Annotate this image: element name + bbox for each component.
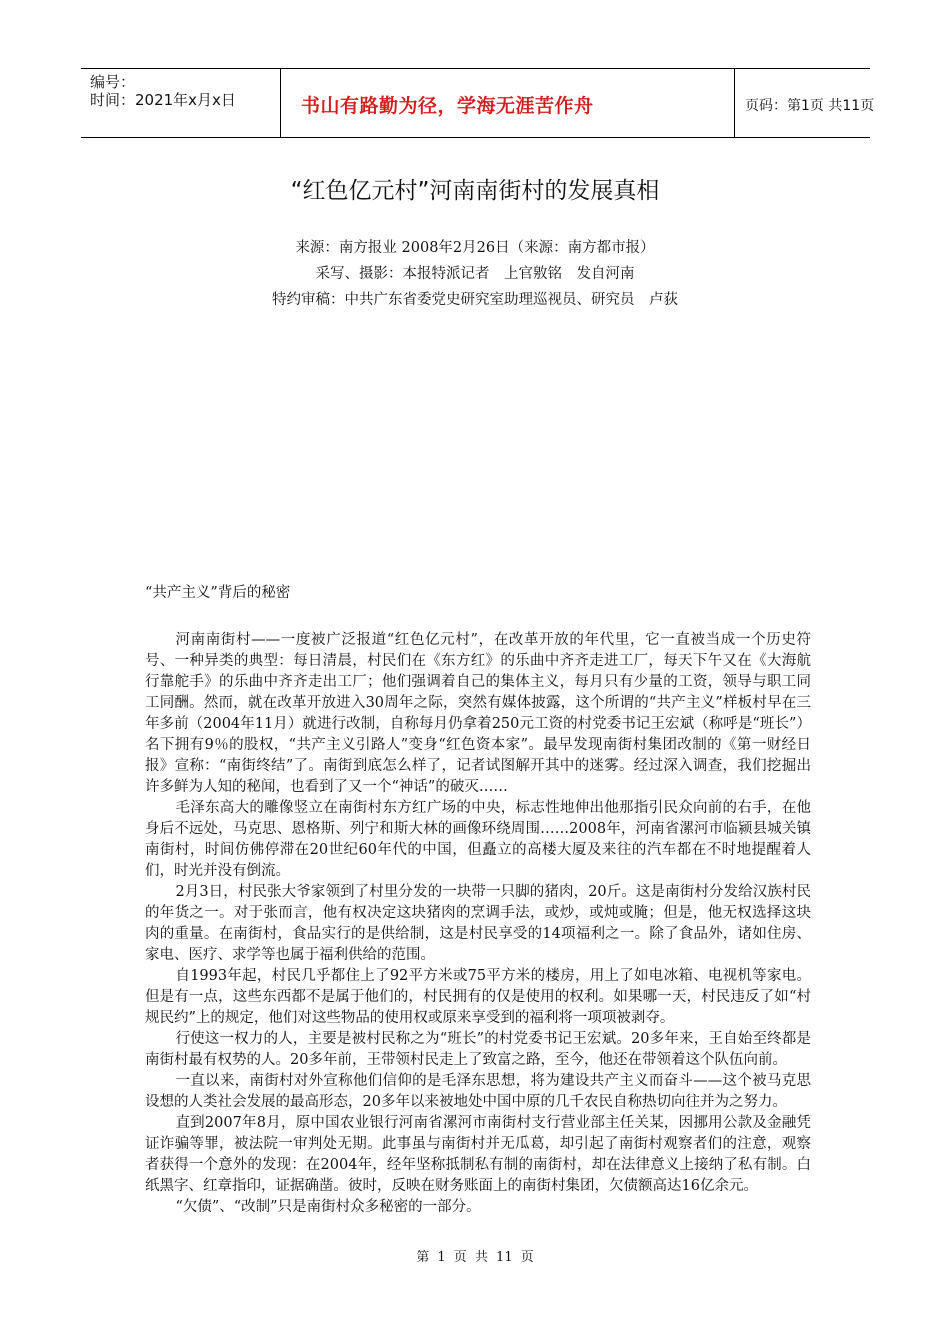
page-footer: 第 1 页 共 11 页 [416, 1250, 534, 1265]
body-paragraph: 行使这一权力的人，主要是被村民称之为“班长”的村党委书记王宏斌。20多年来，王自始至终都是南街村最有权势的人。20多年前，王带领村民走上了致富之路，至今，他还在带领着这个队伍向前。 [145, 1031, 811, 1068]
header-table [81, 68, 875, 138]
body-paragraph: 一直以来，南街村对外宣称他们信仰的是毛泽东思想，将为建设共产主义而奋斗——这个被马克思设想的人类社会发展的最高形态，20多年以来被地处中国中原的几千农民自称热切向往并为之努力。 [145, 1073, 811, 1110]
header-cell-page [735, 69, 875, 137]
body-paragraph: 毛泽东高大的雕像竖立在南街村东方红广场的中央，标志性地伸出他那指引民众向前的右手，在他身后不远处，马克思、恩格斯、列宁和斯大林的画像环绕周围……2008年，河南省漯河市临颍县城关镇南街村，时间仿佛停滞在20世纪60年代的中国，但矗立的高楼大厦及来往的汽车都在不时地提醒着人们，时光并没有倒流。 [145, 800, 811, 879]
article-title: “红色亿元村”河南南街村的发展真相 [290, 178, 660, 204]
date-label: 时间：2021年x月x日 [90, 91, 236, 109]
page-info: 页码：第1页 共11页 [745, 98, 875, 114]
header-cell-motto [281, 69, 735, 137]
body-paragraph: 自1993年起，村民几乎都住上了92平方米或75平方米的楼房，用上了如电冰箱、电视机等家电。但是有一点，这些东西都不是属于他们的，村民拥有的仅是使用的权利。如果哪一天，村民违反了如“村规民约”上的规定，他们对这些物品的使用权或原来享受到的福利将一项项被剥夺。 [145, 968, 811, 1026]
body-paragraph: 直到2007年8月，原中国农业银行河南省漯河市南街村支行营业部主任关某，因挪用公款及金融凭证诈骗等罪，被法院一审判处无期。此事虽与南街村并无瓜葛，却引起了南街村观察者们的注意，观察者获得一个意外的发现：在2004年，经年坚称抵制私有制的南街村，却在法律意义上接纳了私有制。白纸黑字、红章指印，证据确凿。彼时，反映在财务账面上的南街村集团，欠债额高达16亿余元。 [145, 1115, 811, 1194]
body-paragraph: “欠债”、“改制”只是南街村众多秘密的一部分。 [175, 1199, 481, 1215]
section-heading: “共产主义”背后的秘密 [145, 585, 291, 601]
motto-text: 书山有路勤为径，学海无涯苦作舟 [301, 95, 594, 117]
code-label: 编号： [90, 73, 136, 91]
body-paragraph: 2月3日，村民张大爷家领到了村里分发的一块带一只脚的猪肉，20斤。这是南街村分发给汉族村民的年货之一。对于张而言，他有权决定这块猪肉的烹调手法，或炒，或炖或腌；但是，他无权选择这块肉的重量。在南街村，食品实行的是供给制，这是村民享受的14项福利之一。除了食品外，诸如住房、家电、医疗、求学等也属于福利供给的范围。 [145, 884, 811, 963]
article-reviewer: 特约审稿：中共广东省委党史研究室助理巡视员、研究员 卢荻 [272, 292, 678, 308]
article-source: 来源：南方报业 2008年2月26日（来源：南方都市报） [295, 240, 655, 256]
article-byline: 采写、摄影：本报特派记者 上官敫铭 发自河南 [315, 266, 635, 282]
intro-paragraph: 河南南街村——一度被广泛报道“红色亿元村”，在改革开放的年代里，它一直被当成一个历史符号、一种异类的典型：每日清晨，村民们在《东方红》的乐曲中齐齐走进工厂，每天下午又在《大海航行靠舵手》的乐曲中齐齐走出工厂；他们强调着自己的集体主义，每月只有少量的工资，领导与职工同工同酬。然而，就在改革开放进入30周年之际，突然有媒体披露，这个所谓的“共产主义”样板村早在三年多前（2004年11月）就进行改制，自称每月仍拿着250元工资的村党委书记王宏斌（称呼是“班长”）名下拥有9％的股权，“共产主义引路人”变身“红色资本家”。最早发现南街村集团改制的《第一财经日报》宣称：“南街终结”了。南街到底怎么样了，记者试图解开其中的迷雾。经过深入调查，我们挖掘出许多鲜为人知的秘闻，也看到了又一个“神话”的破灭…… [145, 632, 811, 795]
header-cell-info [81, 69, 281, 137]
